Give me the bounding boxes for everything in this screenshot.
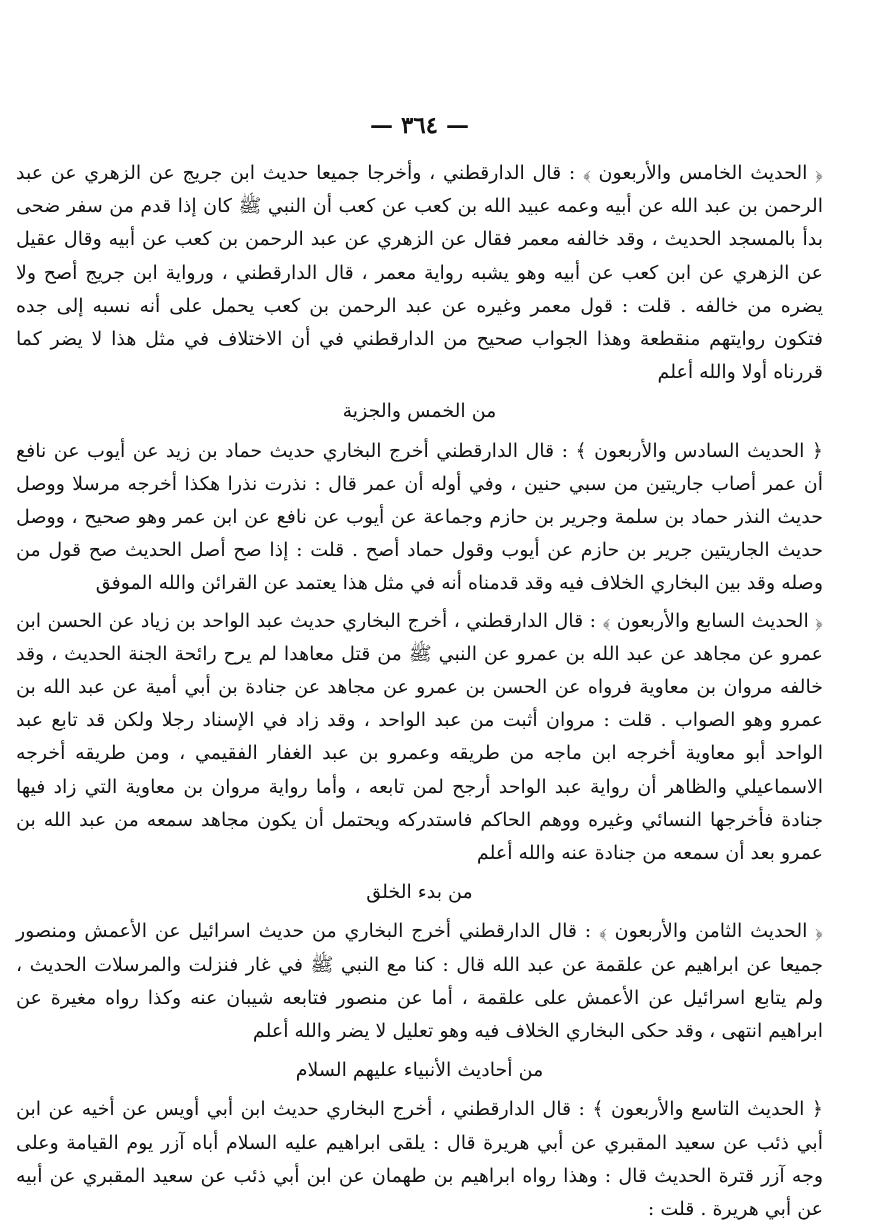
- hadith-48-title: ﴿ الحديث الثامن والأربعون ﴾: [599, 920, 823, 943]
- section-heading-bad-al-khalq: من بدء الخلق: [366, 881, 473, 904]
- hadith-47-text: : قال الدارقطني ، أخرج البخاري حديث عبد الواحد بن زياد عن الحسن ابن عمرو عن مجاهد عن عبد الله بن عمرو عن النبي ﷺ من قتل معاهدا لم يرح رائحة الجنة الحديث ، وقد خالفه مروان بن معاوية فرواه عن الحسن بن عمرو عن مجاهد عن جنادة بن أبي أمية عن عبد الله بن عمرو وهو الصواب . قلت : مروان أثبت من عبد الواحد ، وقد زاد في الإسناد رجلا ولكن قد تابع عبد الواحد أبو معاوية أخرجه ابن ماجه من طريقه وعمرو بن عبد الغفار الفقيمي ، ومن طريقه أخرجه الاسماعيلي والظاهر أن رواية عبد الواحد أرجح لمن تابعه ، وأما رواية مروان بن معاوية التي زاد فيها جنادة فأخرجها النسائي وغيره ووهم الحاكم فاستدركه ويحتمل أن يكون مجاهد سمعه من عبد الله بن عمرو بعد أن سمعه من جنادة عنه والله أعلم: [16, 609, 823, 865]
- page-number: — ٣٦٤ —: [369, 112, 470, 139]
- hadith-47-title: ﴿ الحديث السابع والأربعون ﴾: [602, 609, 823, 632]
- hadith-45-paragraph: [16, 157, 823, 389]
- hadith-49-title: ﴿ الحديث التاسع والأربعون ﴾: [592, 1098, 823, 1121]
- section-heading-anbiya: من أحاديث الأنبياء عليهم السلام: [295, 1059, 544, 1082]
- hadith-46-title: ﴿ الحديث السادس والأربعون ﴾: [575, 439, 823, 462]
- hadith-46-paragraph: [16, 435, 823, 601]
- hadith-49-paragraph: [16, 1093, 823, 1226]
- hadith-46-text: : قال الدارقطني أخرج البخاري حديث حماد بن زيد عن أيوب عن نافع أن عمر أصاب جاريتين من سبي حنين ، وفي أوله أن عمر قال : نذرت نذرا هكذا أخرجه مرسلا ووصل حديث النذر حماد بن سلمة وجرير بن حازم وجماعة عن أيوب عن نافع عن ابن عمر وهو صحيح ، ووصل حديث الجاريتين جرير بن حازم عن أيوب وقول حماد أصح . قلت : إذا صح أصل الحديث صح قول من وصله وقد بين البخاري الخلاف فيه وقد قدمناه أنه في مثل هذا يعتمد عن القرائن والله الموفق: [16, 439, 824, 595]
- section-heading-khums: من الخمس والجزية: [342, 400, 497, 423]
- hadith-47-paragraph: [16, 605, 823, 871]
- hadith-45-text: : قال الدارقطني ، وأخرجا جميعا حديث ابن جريج عن الزهري عن عبد الرحمن بن عبد الله عن أبيه وعمه عبيد الله بن كعب عن كعب أن النبي ﷺ كان إذا قدم من سفر ضحى بدأ بالمسجد الحديث ، وقد خالفه معمر فقال عن الزهري عن عبد الرحمن بن كعب عن أبيه وقال عقيل عن الزهري عن ابن كعب عن أبيه وهو يشبه رواية معمر ، قال الدارقطني ، ورواية ابن جريج أصح ولا يضره من خالفه . قلت : قول معمر وغيره عن عبد الرحمن بن كعب يحمل على أنه نسبه إلى جده فتكون روايتهم منقطعة وهذا الجواب صحيح من الدارقطني في أن الاختلاف في مثل هذا لا يضر كما قررناه أولا والله أعلم: [16, 162, 823, 384]
- hadith-48-paragraph: [16, 915, 823, 1048]
- hadith-48-text: : قال الدارقطني أخرج البخاري من حديث اسرائيل عن الأعمش ومنصور جميعا عن ابراهيم عن علقمة عن عبد الله قال : كنا مع النبي ﷺ في غار فنزلت والمرسلات الحديث ، ولم يتابع اسرائيل عن الأعمش على علقمة ، أما عن منصور فتابعه شيبان عنه وكذا رواه مغيرة عن ابراهيم انتهى ، وقد حكى البخاري الخلاف فيه وهو تعليل لا يضر والله أعلم: [16, 920, 823, 1043]
- hadith-45-title: ﴿ الحديث الخامس والأربعون ﴾: [583, 162, 823, 184]
- hadith-49-text: : قال الدارقطني ، أخرج البخاري حديث ابن أبي أويس عن أخيه عن ابن أبي ذئب عن سعيد المقبري عن أبي هريرة قال : يلقى ابراهيم عليه السلام أباه آزر يوم القيامة وعلى وجه آزر قترة الحديث قال : وهذا رواه ابراهيم بن طهمان عن ابن أبي ذئب عن سعيد المقبري عن أبيه عن أبي هريرة . قلت :: [16, 1098, 823, 1221]
